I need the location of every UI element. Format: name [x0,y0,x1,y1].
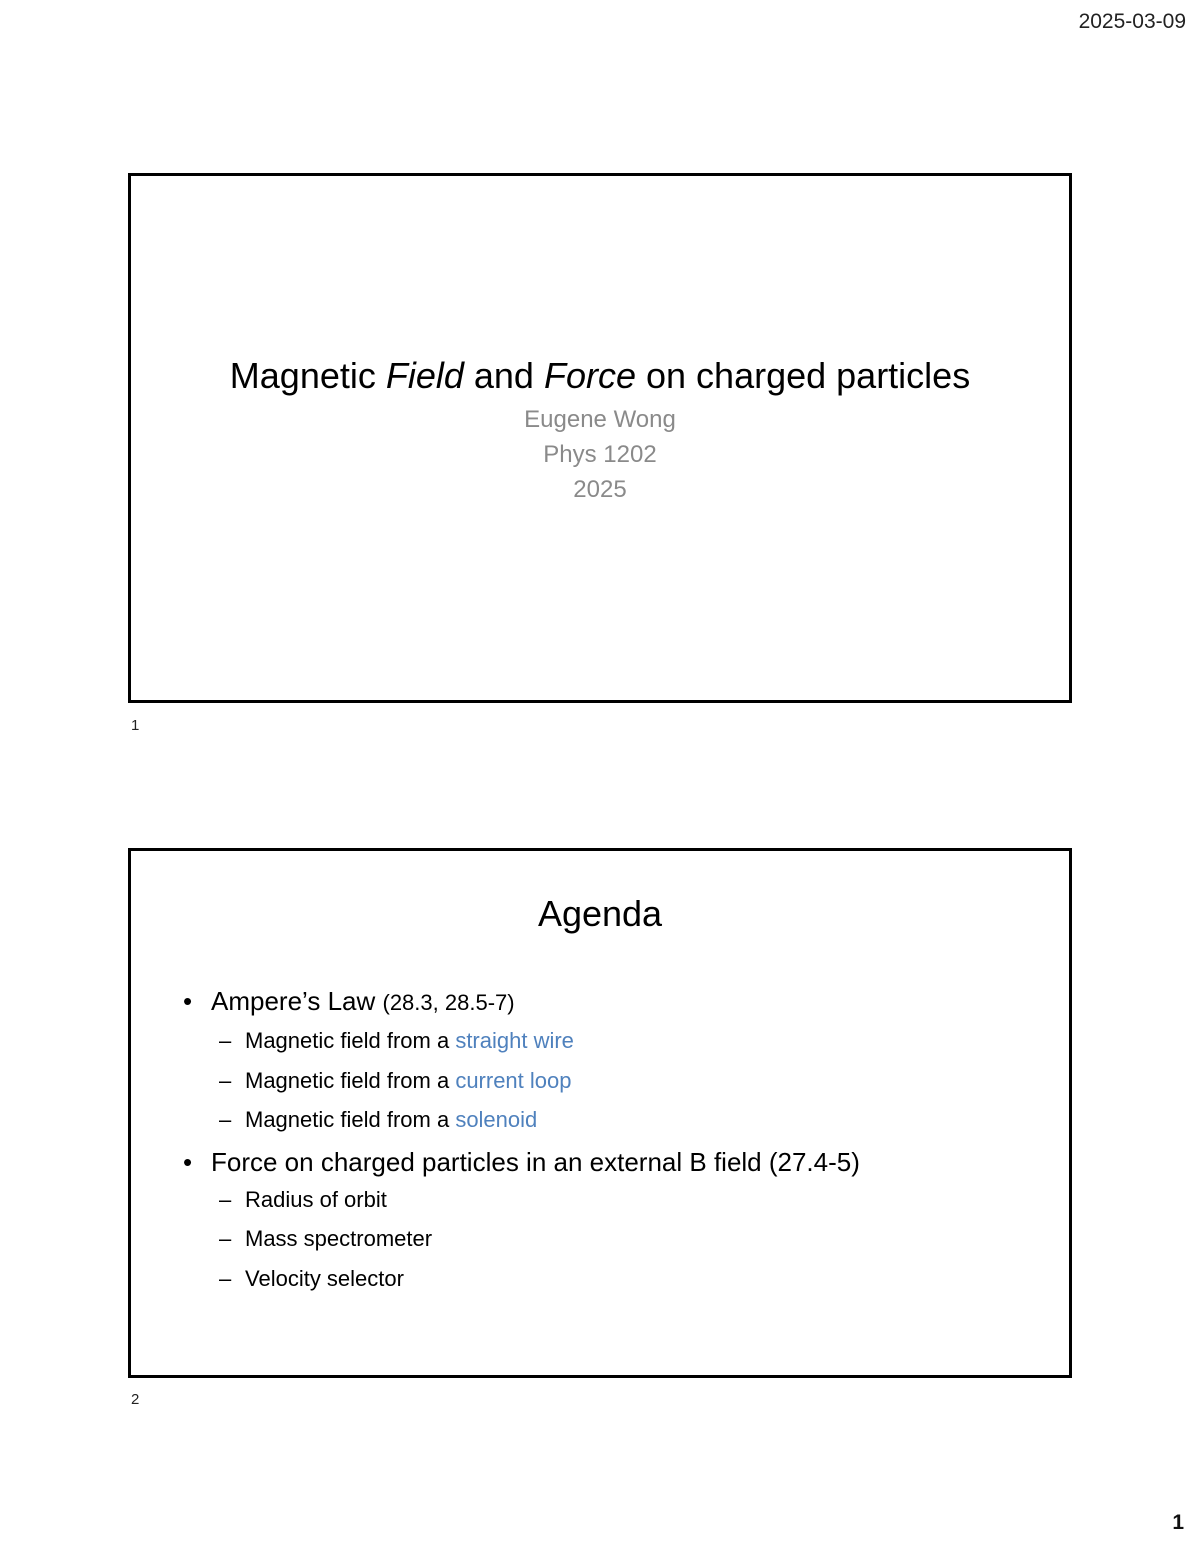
subitem-text: Magnetic field from a [245,1107,456,1132]
agenda-bullet [183,1144,1039,1180]
agenda-subitem [183,1100,1039,1140]
agenda-list [183,981,1039,1302]
dash-icon: – [219,1067,232,1093]
dash-icon: – [219,1186,232,1212]
dash-icon: – [219,1028,232,1053]
title-part: on charged particles [636,355,971,396]
subitem-text: Velocity selector [245,1265,404,1291]
subitem-text: Magnetic field from a [245,1028,456,1053]
agenda-group-amperes-law [183,983,1039,1140]
page-date: 2025-03-09 [1078,10,1186,33]
agenda-subitem [183,1219,1039,1259]
subitem-text: Radius of orbit [245,1186,387,1212]
bullet-icon: • [183,986,193,1016]
title-force-emphasis: Force [543,355,636,396]
title-part: and [463,355,544,396]
course-code: Phys 1202 [543,441,657,468]
agenda-group-force [183,1144,1039,1299]
section-reference: (28.3, 28.5-7) [382,990,515,1015]
title-field-emphasis: Field [385,355,464,396]
agenda-subitem [183,1180,1039,1220]
dash-icon: – [219,1226,232,1251]
subitem-highlight: current loop [455,1067,572,1093]
subitem-text: Mass spectrometer [245,1226,433,1251]
agenda-title: Agenda [537,893,663,934]
slide-number-2: 2 [131,1391,140,1408]
dash-icon: – [219,1107,232,1132]
title-block [131,350,1069,507]
agenda-bullet [183,983,1039,1021]
dash-icon: – [219,1265,232,1291]
agenda-subitem [183,1061,1039,1101]
slide-2-agenda [128,848,1072,1378]
subitem-text: Magnetic field from a [245,1067,456,1093]
agenda-subitem [183,1021,1039,1061]
subitem-highlight: straight wire [455,1028,574,1053]
course-year: 2025 [573,476,627,503]
slide-number-1: 1 [131,717,140,734]
presentation-title [221,350,979,402]
bullet-text: Force on charged particles in an external B field (27.4-5) [211,1146,860,1177]
slide-1-title [128,173,1072,703]
author-name: Eugene Wong [524,406,676,433]
title-part: Magnetic [229,355,386,396]
page-number: 1 [1172,1511,1184,1534]
bullet-icon: • [183,1146,193,1177]
subitem-highlight: solenoid [455,1107,538,1132]
agenda-subitem [183,1259,1039,1299]
bullet-text: Ampere’s Law [211,986,383,1016]
